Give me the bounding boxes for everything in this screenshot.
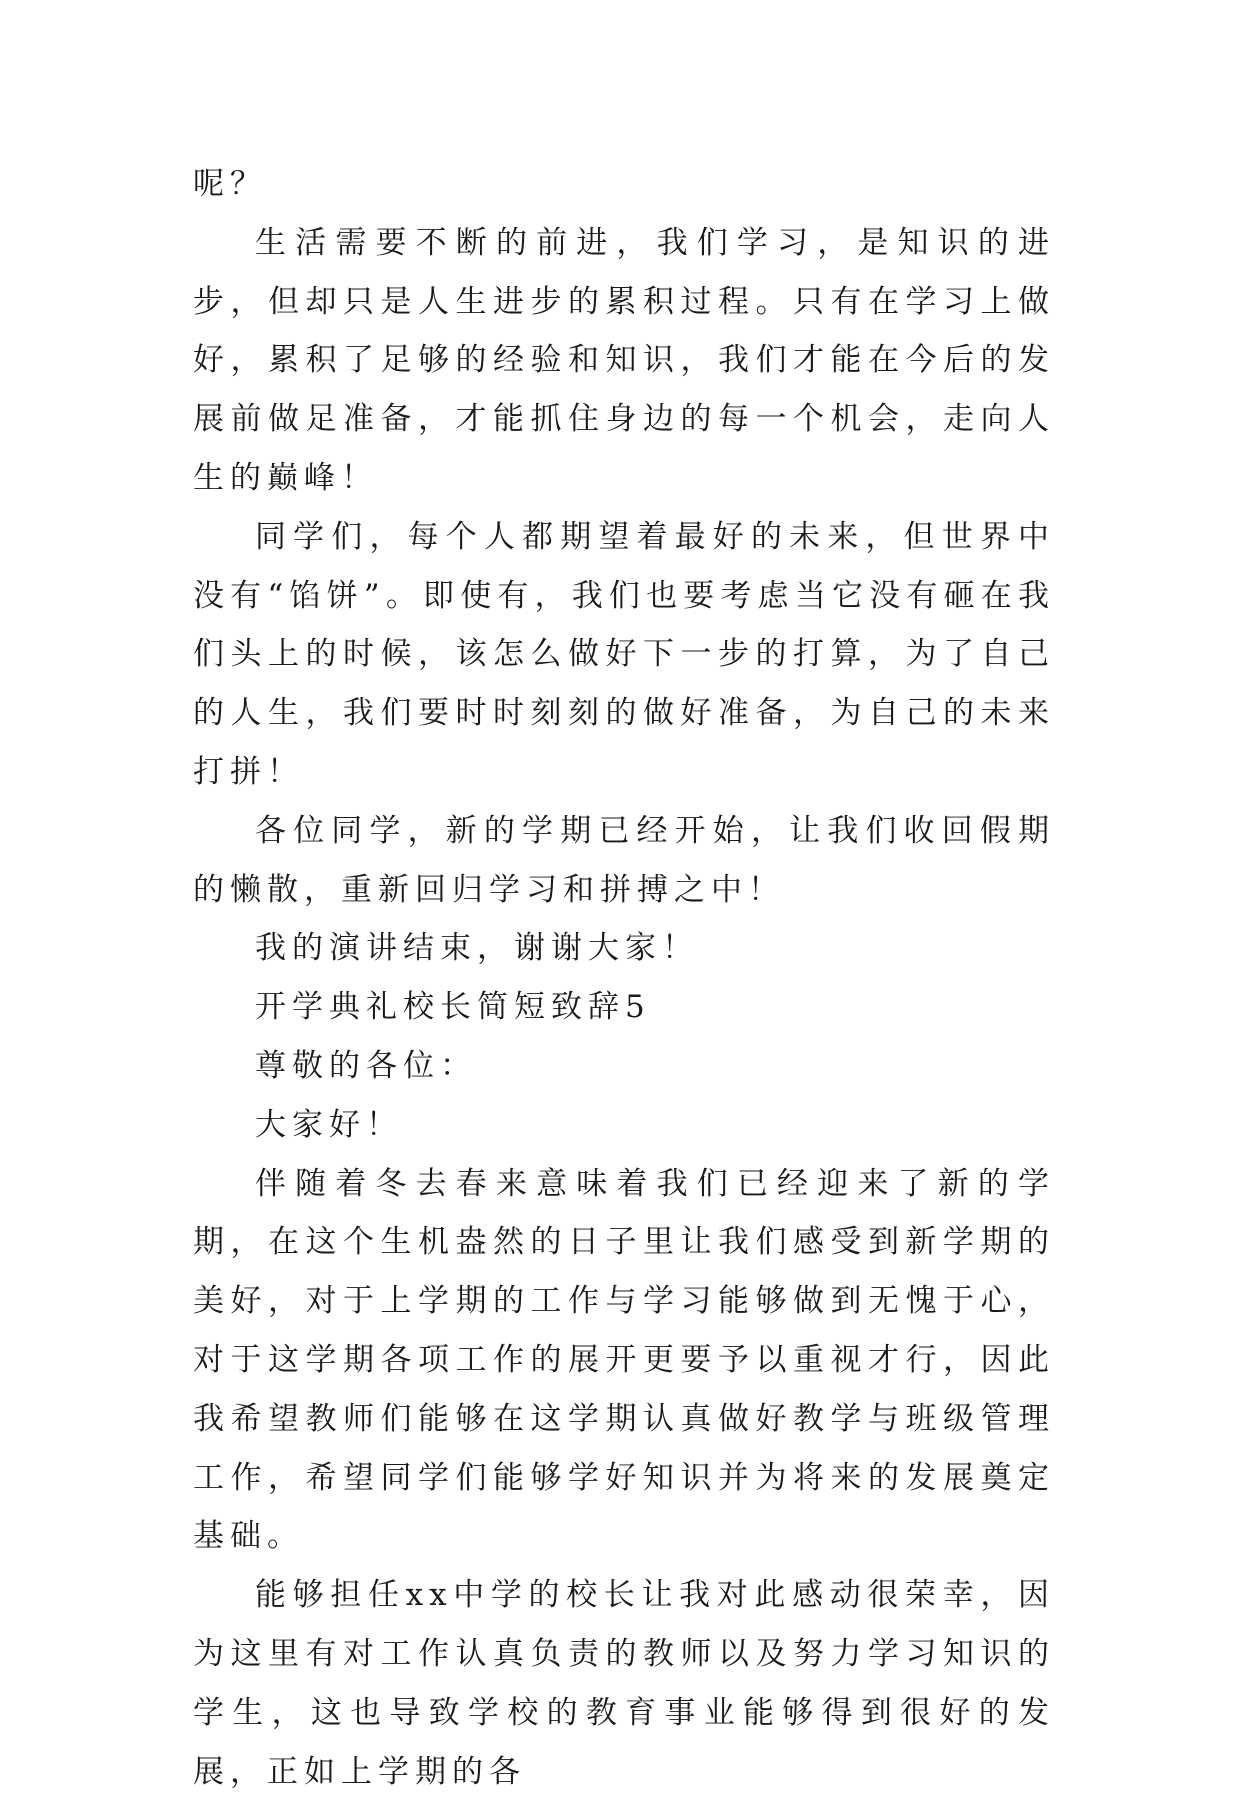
paragraph-9: 伴随着冬去春来意味着我们已经迎来了新的学期，在这个生机盎然的日子里让我们感受到新学期的美好，对于上学期的工作与学习能够做到无愧于心，对于这学期各项工作的展开更要予以重视才行，因此我希望教师们能够在这学期认真做好教学与班级管理工作，希望同学们能够学好知识并为将来的发展奠定基础。: [193, 1165, 1055, 1555]
greeting: 大家好！: [255, 1106, 403, 1143]
paragraph-2: 生活需要不断的前进，我们学习，是知识的进步，但却只是人生进步的累积过程。只有在学习上做好，累积了足够的经验和知识，我们才能在今后的发展前做足准备，才能抓住身边的每一个机会，走向人生的巅峰！: [193, 224, 1055, 496]
paragraph-10: 能够担任xx中学的校长让我对此感动很荣幸，因为这里有对工作认真负责的教师以及努力学习知识的学生，这也导致学校的教育事业能够得到很好的发展，正如上学期的各: [193, 1577, 1055, 1790]
paragraph-4: 各位同学，新的学期已经开始，让我们收回假期的懒散，重新回归学习和拼搏之中！: [193, 812, 1055, 908]
section-heading: 开学典礼校长简短致辞5: [255, 989, 651, 1026]
paragraph-1: 呢？: [193, 166, 267, 202]
salutation: 尊敬的各位：: [255, 1047, 477, 1084]
document-body: [193, 155, 1055, 1801]
paragraph-5: 我的演讲结束，谢谢大家！: [255, 930, 699, 967]
paragraph-3: 同学们，每个人都期望着最好的未来，但世界中没有“馅饼”。即使有，我们也要考虑当它没有砸在我们头上的时候，该怎么做好下一步的打算，为了自己的人生，我们要时时刻刻的做好准备，为自己的未来打拼！: [193, 518, 1055, 790]
